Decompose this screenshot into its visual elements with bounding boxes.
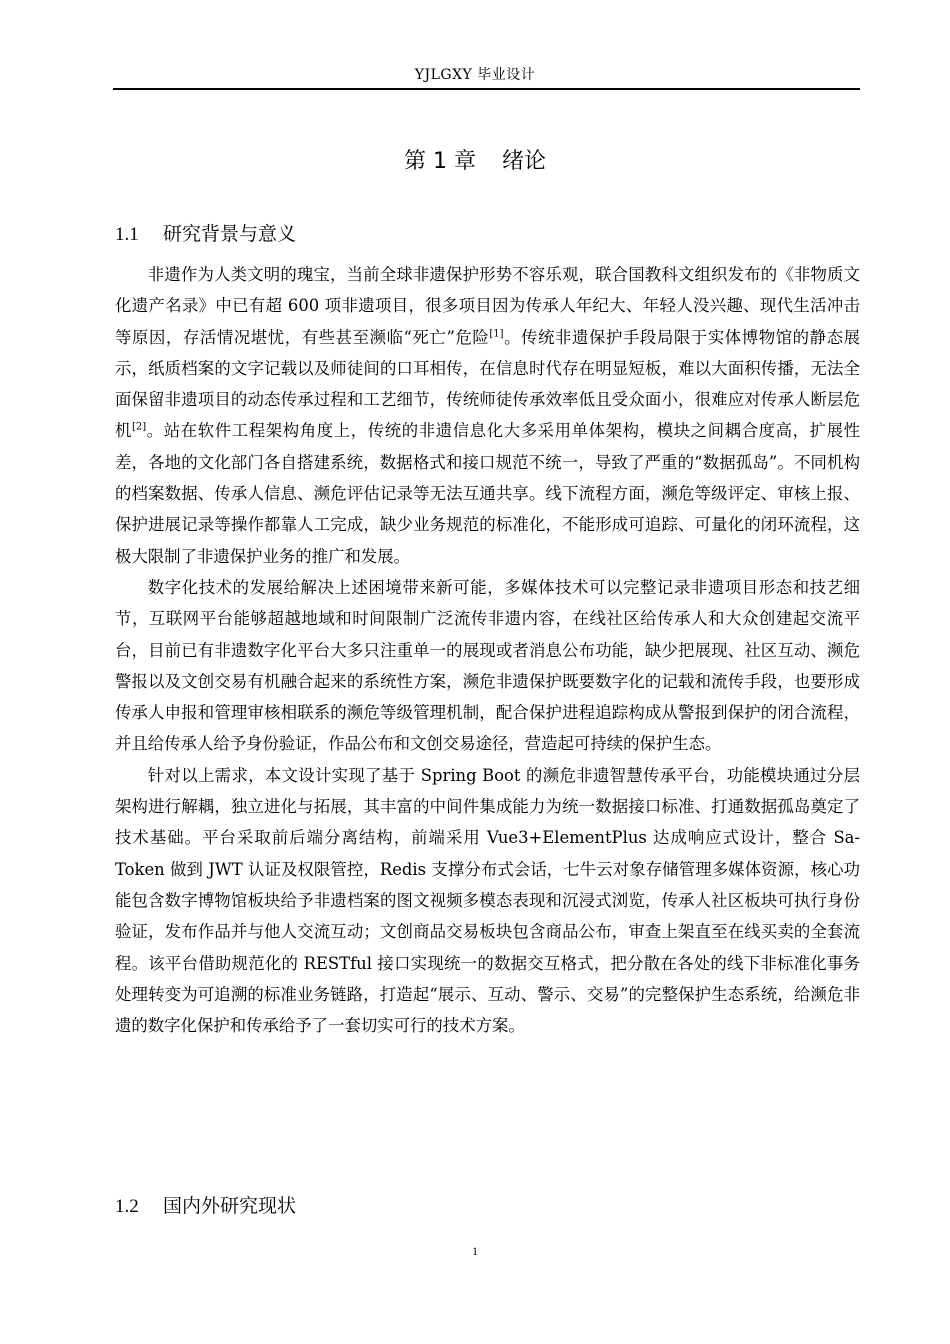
running-header: YJLGXY 毕业设计 [414, 67, 536, 83]
section-heading-1-1 [115, 220, 296, 249]
section-number: 1.1 [115, 224, 139, 245]
chapter-label: 第 1 章 [404, 149, 476, 174]
page-number: 1 [472, 1244, 478, 1258]
paragraph-1 [115, 259, 860, 572]
paragraph-1-part-a: 非遗作为人类文明的瑰宝，当前全球非遗保护形势不容乐观，联合国教科文组织发布的《非物质文化遗产名录》中已有超 600 项非遗项目，很多项目因为传承人年纪大、年轻人没兴趣、现代生活冲击等原因，存活情况堪忧，有些甚至濒临“死亡”危险 [115, 265, 860, 347]
citation-1: [1] [489, 328, 504, 340]
body-text [115, 259, 860, 1041]
paragraph-1-part-b: 。传统非遗保护手段局限于实体博物馆的静态展示，纸质档案的文字记载以及师徒间的口耳相传，在信息时代存在明显短板，难以大面积传播，无法全面保留非遗项目的动态传承过程和工艺细节，传统师徒传承效率低且受众面小，很难应对传承人断层危机 [115, 327, 860, 441]
paragraph-3: 针对以上需求，本文设计实现了基于 Spring Boot 的濒危非遗智慧传承平台，功能模块通过分层架构进行解耦，独立进化与拓展，其丰富的中间件集成能力为统一数据接口标准、打通数据孤岛奠定了技术基础。平台采取前后端分离结构，前端采用 Vue3+ElementPlus 达成响应式设计，整合 Sa-Token 做到 JWT 认证及权限管控，Redis 支撑分布式会话，七牛云对象存储管理多媒体资源，核心功能包含数字博物馆板块给予非遗档案的图文视频多模态表现和沉浸式浏览，传承人社区板块可执行身份验证，发布作品并与他人交流互动；文创商品交易板块包含商品公布，审查上架直至在线买卖的全套流程。该平台借助规范化的 RESTful 接口实现统一的数据交互格式，把分散在各处的线下非标准化事务处理转变为可追溯的标准业务链路，打造起“展示、互动、警示、交易”的完整保护生态系统，给濒危非遗的数字化保护和传承给予了一套切实可行的技术方案。 [115, 765, 860, 1036]
section-heading-1-2 [115, 1192, 296, 1221]
chapter-title: 绪论 [501, 149, 546, 174]
paragraph-2: 数字化技术的发展给解决上述困境带来新可能，多媒体技术可以完整记录非遗项目形态和技艺细节，互联网平台能够超越地域和时间限制广泛流传非遗内容，在线社区给传承人和大众创建起交流平台，目前已有非遗数字化平台大多只注重单一的展现或者消息公布功能，缺少把展现、社区互动、濒危警报以及文创交易有机融合起来的系统性方案，濒危非遗保护既要数字化的记载和流传手段，也要形成传承人申报和管理审核相联系的濒危等级管理机制，配合保护进程追踪构成从警报到保护的闭合流程，并且给传承人给予身份验证，作品公布和文创交易途径，营造起可持续的保护生态。 [115, 577, 860, 754]
paragraph-1-part-c: 。站在软件工程架构角度上，传统的非遗信息化大多采用单体架构，模块之间耦合度高，扩展性差，各地的文化部门各自搭建系统，数据格式和接口规范不统一，导致了严重的“数据孤岛”。不同机构的档案数据、传承人信息、濒危评估记录等无法互通共享。线下流程方面，濒危等级评定、审核上报、保护进展记录等操作都靠人工完成，缺少业务规范的标准化，不能形成可追踪、可量化的闭环流程，这极大限制了非遗保护业务的推广和发展。 [115, 421, 861, 566]
section-title: 国内外研究现状 [163, 1195, 297, 1217]
header-rule [113, 88, 860, 90]
citation-2: [2] [132, 422, 147, 434]
chapter-heading [0, 147, 950, 177]
section-number: 1.2 [115, 1196, 139, 1217]
section-title: 研究背景与意义 [163, 223, 297, 245]
